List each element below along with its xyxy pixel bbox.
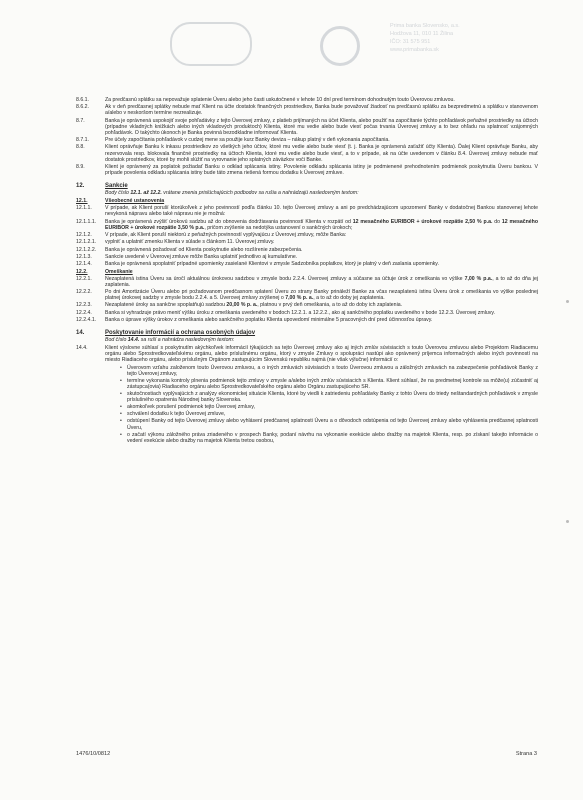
- paragraph-text: Banka je oprávnená zvýšiť úrokovú sadzbu až do obnovenia dodržiavania povinností Klienta v rozpätí od 12 mesačného EURIBOR + úrokové rozpätie 2,50 % p.a. do 12 mesačného EURIBOR + úrokové rozpätie 3,50 % p.a., pričom zvýšenie sa nedotýka ustanovení o sankčných úrokoch;: [105, 218, 539, 231]
- paragraph-number: 8.6.2.: [76, 104, 89, 111]
- paragraph-text: Banka o úprave výšky úrokov z omeškania alebo sankčného poplatku Klienta upovedomí minimálne 5 pracovných dní pred účinnosťou úpravy.: [105, 316, 433, 323]
- paragraph-number: 8.9.: [76, 163, 85, 170]
- paragraph-number: 12.1.: [76, 198, 88, 205]
- bullet-item: • odstúpení Banky od tejto Úverovej zmluvy alebo vyhlásení predčasnej splatnosti Úveru a o dôvodoch odstúpenia od tejto Úverovej zmluvy alebo vyhlásenia predčasnej splatnosti Úveru,: [120, 418, 538, 430]
- paragraph-row: [76, 289, 538, 301]
- paragraph-row: [76, 317, 538, 323]
- subsection-heading: [76, 198, 538, 204]
- document-body: [76, 97, 538, 445]
- letterhead-line: www.primabanka.sk: [390, 47, 439, 53]
- paragraph-number: 12.2.2.: [76, 288, 92, 295]
- paragraph-text: Pre účely započítania pohľadávok v cudzej mene sa použije kurz Banky deviza – nákup platný v deň vykonania započítania.: [105, 137, 390, 144]
- scan-speck: [566, 300, 569, 303]
- paragraph-row: [76, 219, 538, 231]
- paragraph-text: Banka je oprávnená spoplatniť prípadné upomienky zasielané Klientovi v zmysle Sadzobníka poplatkov, ktorý je platný v deň zaslania upomienky.: [105, 261, 439, 268]
- paragraph-number: 12.2.1.: [76, 275, 92, 282]
- letterhead-lines: [390, 22, 460, 54]
- paragraph-text: V prípade, ak Klient poruší niektorú z peňažných povinností vyplývajúcu z Úverovej zmluvy, môže Banka:: [105, 232, 347, 239]
- letterhead-line: IČO: 31 575 951: [390, 39, 431, 45]
- note-suffix: sa ruší a nahrádza nasledovným textom:: [140, 337, 235, 344]
- paragraph-row: [76, 97, 538, 103]
- paragraph-number: 12.2.4.1.: [76, 316, 97, 323]
- bullet-item: • schválení dodatku k tejto Úverovej zmluve,: [120, 411, 538, 417]
- paragraph-number: 12.2.4.: [76, 309, 92, 316]
- paragraph-number: 12.1.2.2.: [76, 246, 97, 253]
- paragraph-14-4: [76, 345, 538, 363]
- bank-logo: [170, 22, 252, 66]
- paragraph-row: [76, 144, 538, 162]
- section-number: 12.: [76, 183, 85, 190]
- section-12-heading: [76, 183, 538, 189]
- paragraph-number: 14.4.: [76, 345, 88, 352]
- paragraph-row: [76, 247, 538, 253]
- subsection-title: Omeškanie: [105, 268, 133, 275]
- letterhead-line: Prima banka Slovensko, a.s.: [390, 23, 460, 29]
- paragraph-text: Po dni Amortizácie Úveru alebo pri požadovanom predčasnom splatení Úveru zo strany Banky prináleží Banke za včas nezaplatenú istinu Úveru úrok z omeškania vo výške poslednej platnej úrokovej sadzby v zmysle bodu 2.2.4. a 5. Úverovej zmluvy zvýšenej o 7,00 % p. a., a to až do doby jej zaplatenia.: [105, 288, 538, 302]
- paragraph-number: 12.1.1.1.: [76, 218, 97, 225]
- document-id: 1476/10/0812: [76, 751, 111, 757]
- bullet-item: • Úverovom vzťahu založenom touto Úverovou zmluvou, a o iných zmluvách súvisiacich s touto Úverovou zmluvou a záložných zmluvách na zabezpečenie pohľadávok Banky z tejto Úverovej zmluvy,: [120, 365, 538, 377]
- bullet-item: • skutočnostiach vyplývajúcich z analýzy ekonomickej situácie Klienta, ktoré by viedli k zatriedeniu pohľadávky Banky z tohto Úveru do triedy neštandardných pohľadávok v zmysle príslušného opatrenia Národnej banky Slovenska.: [120, 391, 538, 403]
- paragraph-row: [76, 232, 538, 238]
- paragraph-number: 8.8.: [76, 144, 85, 151]
- paragraph-row: [76, 104, 538, 116]
- section-title: Sankcie: [105, 183, 128, 190]
- section-14-note: [105, 337, 538, 343]
- paragraph-text: Klient oprávňuje Banku k inkasu prostriedkov zo všetkých jeho účtov, ktoré mu vedie alebo bude viesť (t. j. Banka je oprávnená zaťažiť účty Klienta). Ďalej Klient oprávňuje Banku, aby rezervovala resp. blokovala finančné prostriedky na účtoch Klienta, ktoré mu vedie alebo bude viesť, a to v prípade, ak na účte uvedenom v článku 8.4. Úverovej zmluvy nebude mať dostatok prostriedkov, ktoré by mohli slúžiť na vyrovnanie jeho splatných záväzkov voči Banke.: [105, 144, 538, 163]
- paragraph-row: [76, 118, 538, 136]
- paragraph-text: Klient výslovne súhlasí s poskytnutím akýchkoľvek informácií týkajúcich sa tejto Úverovej zmluvy ako aj iných zmlúv súvisiacich s touto Úverovou zmluvou alebo Projektom Riadiacemu orgánu alebo Sprostredkovateľskému orgánu, alebo príslušnému orgánu, ktorý v zmysle Zmluvy o spolupráci nastúpi ako oprávnený príjemca informačných alebo iných povinností na miesto Riadiaceho orgánu, alebo príslušným Orgánom zastupujúcim Slovenskú republiku najmä (nie však výlučne) informácií o:: [105, 345, 538, 364]
- paragraph-row: [76, 302, 538, 308]
- paragraph-number: 12.1.3.: [76, 253, 92, 260]
- page-number: Strana 3: [515, 751, 537, 757]
- paragraph-row: [76, 254, 538, 260]
- subsection-heading: [76, 269, 538, 275]
- paragraph-number: 12.1.1.: [76, 205, 92, 212]
- paragraph-row: [76, 239, 538, 245]
- paragraph-row: [76, 310, 538, 316]
- note-suffix: vrátane znenia prislúchajúcich podbodov sa rušia a nahrádzajú nasledovným textom:: [163, 190, 359, 197]
- paragraph-number: 12.1.4.: [76, 261, 92, 268]
- bullet-item: • termíne vykonania kontroly plnenia podmienok tejto zmluvy v zmysle a/alebo iných zmlúv súvisiacich s Klienta. Klient súhlasí, že na predmetnej kontrole sa môže(u) zúčastniť aj zástupca(ovia) Riadiaceho orgánu alebo Sprostredkovateľského orgánu alebo Orgánu zastupujúceho SR.: [120, 378, 538, 390]
- paragraph-text: Ak v deň predčasnej splátky nebude mať Klient na účte dostatok finančných prostriedkov, Banka bude považovať žiadosť na predčasnú splátku za bezpredmetnú a splátku v stanovenom a/alebo v neskoršom termíne nezrealizuje.: [105, 104, 538, 117]
- subsection-title: Všeobecné ustanovenia: [105, 198, 165, 205]
- bullet-item: • akomkoľvek porušení podmienok tejto Úverovej zmluvy,: [120, 404, 538, 410]
- section-12-note: [105, 190, 538, 196]
- paragraph-number: 8.6.1.: [76, 97, 89, 103]
- note-bold: 14.4.: [127, 337, 140, 344]
- logo-mark-icon: [320, 26, 360, 66]
- bullet-item: • o začatí výkonu záložného práva zriadeného v prospech Banky, podaní návrhu na vykonanie exekúcie alebo dražby na majetok Klienta, resp. po získaní takejto informácie o vedení exekúcie alebo dražby na majetok Klienta tretou osobou,: [120, 432, 538, 444]
- letterhead-line: Hodžova 11, 010 11 Žilina: [390, 31, 454, 37]
- paragraph-number: 12.2.: [76, 268, 88, 275]
- paragraph-number: 12.1.2.: [76, 232, 92, 239]
- letterhead-watermark: [150, 0, 583, 88]
- paragraph-text: Sankcie uvedené v Úverovej zmluve môže Banka uplatniť jednotlivo aj kumulatívne.: [105, 253, 298, 260]
- paragraph-text: Banka je oprávnená požadovať od Klienta poskytnutie alebo rozšírenie zabezpečenia.: [105, 246, 303, 253]
- section-14-heading: [76, 330, 538, 336]
- paragraph-text: Za predčasnú splátku sa nepovažuje splatenie Úveru alebo jeho časti uskutočnené v lehote 10 dní pred termínom dohodnutým touto Úverovou zmluvou.: [105, 97, 455, 103]
- paragraph-row: [76, 137, 538, 143]
- paragraph-text: Banka je oprávnená uspokojiť svoje pohľadávky z tejto Úverovej zmluvy, z platieb prijímaných na účet Klienta, alebo použiť na započítanie týchto pohľadávok peňažné prostriedky na účtoch (prípadne vkladných knižkách alebo iných vkladových produktoch) Klienta, ktoré mu vedie alebo bude viesť počas trvania Úverovej zmluvy a to bez ohľadu na splatnosť vzájomných pohľadávok. O takýchto úkonoch je Banka povinná bezodkladne informovať Klienta.: [105, 117, 538, 136]
- paragraph-text: Nezaplatená istina Úveru sa úročí aktuálnou úrokovou sadzbou v zmysle bodu 2.2.4. Úverovej zmluvy a súčasne sa účtuje úrok z omeškania vo výške 7,00 % p.a., a to až do dňa jej zaplatenia.: [105, 275, 538, 288]
- paragraph-number: 8.7.1.: [76, 137, 89, 144]
- scan-speck: [566, 520, 569, 523]
- paragraph-number: 12.1.2.1.: [76, 239, 97, 246]
- paragraph-row: [76, 164, 538, 176]
- paragraph-text: Banka si vyhradzuje právo meniť výšku úroku z omeškania uvedeného v bodoch 12.2.1. a 12.2.2., ako aj sankčného poplatku uvedeného v bode 12.2.3. Úverovej zmluvy.: [105, 309, 495, 316]
- note-prefix: Bod číslo: [105, 337, 127, 344]
- paragraph-row: [76, 205, 538, 217]
- paragraph-row: [76, 276, 538, 288]
- paragraph-number: 12.2.3.: [76, 302, 92, 309]
- paragraph-row: [76, 261, 538, 267]
- note-prefix: Body číslo: [105, 190, 129, 197]
- paragraph-text: Klient je oprávnený za poplatok požiadať Banku o odklad splácania istiny. Povolenie odkladu splácania istiny je podmienené prehodnotením podmienok poskytnutia Úveru bankou. V prípade povolenia odkladu splácania istiny bude táto zmena riešená formou dodatku k Úverovej zmluve.: [105, 163, 538, 176]
- paragraph-text: vyplniť a uplatniť zmenku Klienta v súlade s článkom 11. Úverovej zmluvy.: [105, 239, 275, 246]
- paragraph-number: 8.7.: [76, 117, 85, 124]
- article-8-paragraphs: [76, 97, 538, 176]
- paragraph-text: V prípade, ak Klient poruší ktorúkoľvek z jeho povinností podľa článku 10. tejto Úverovej zmluvy a ani po predchádzajúcom upozornení Banky v dodatočnej Bankou stanovenej lehote nevykoná nápravu alebo také nápravu nie je možná:: [105, 205, 538, 218]
- paragraph-text: Nezaplatené úroky sa sankčne spoplatňujú sadzbou 20,00 % p. a., platnou v prvý deň omeškania, a to až do doby ich zaplatenia.: [105, 302, 403, 309]
- section-14-bullet-list: [120, 365, 538, 444]
- note-bold: 12.1. až 12.2.: [130, 190, 162, 197]
- section-12-items: [76, 198, 538, 323]
- section-title: Poskytovanie informácií a ochrana osobných údajov: [105, 330, 256, 336]
- section-number: 14.: [76, 330, 85, 336]
